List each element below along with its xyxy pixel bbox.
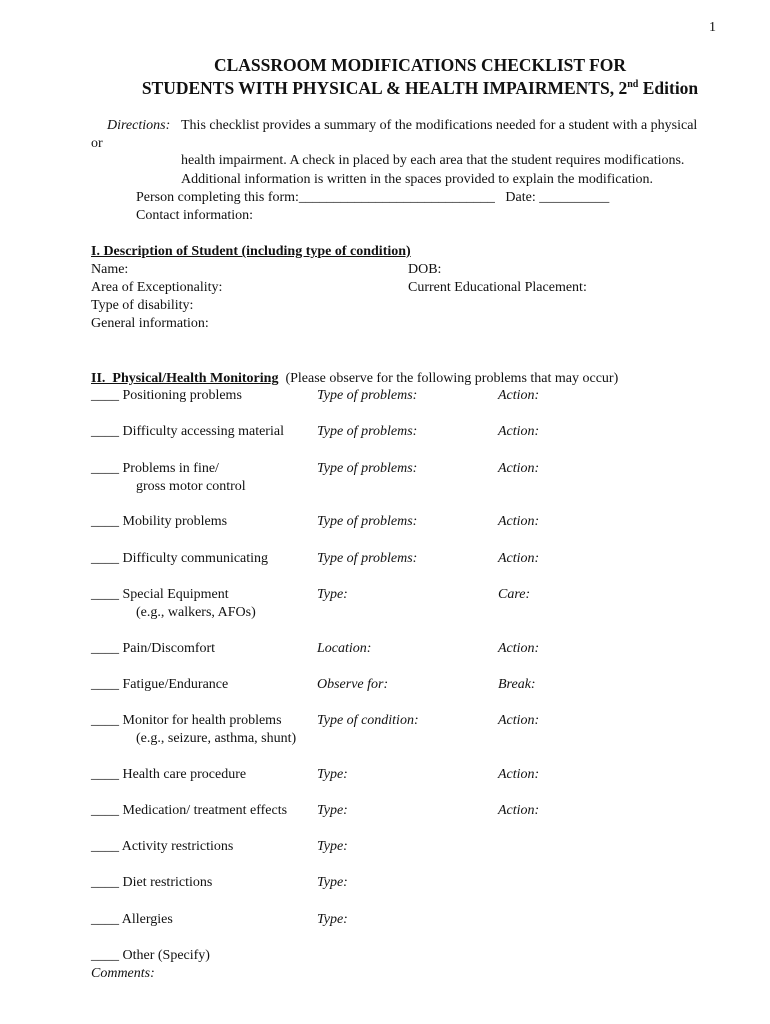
general-information-field[interactable]: General information: — [91, 316, 209, 331]
checklist-type-label: Type: — [317, 912, 348, 927]
checklist-row[interactable] — [91, 874, 751, 892]
checklist-row[interactable] — [91, 712, 751, 730]
checklist-item-label[interactable]: ____ Pain/Discomfort — [91, 641, 216, 656]
document-title-line1: CLASSROOM MODIFICATIONS CHECKLIST FOR — [213, 55, 627, 75]
checklist-row[interactable] — [91, 911, 751, 929]
checklist-item-label[interactable]: ____ Problems in fine/ — [91, 461, 219, 476]
checklist-item-sublabel: (e.g., walkers, AFOs) — [136, 605, 256, 620]
checklist-action-label: Action: — [498, 514, 540, 529]
checklist-item-label[interactable]: ____ Difficulty accessing material — [91, 424, 284, 439]
section2-heading: II. Physical/Health Monitoring — [91, 371, 279, 386]
title-superscript: nd — [627, 79, 639, 91]
area-of-exceptionality-field[interactable]: Area of Exceptionality: — [91, 280, 223, 295]
checklist-row[interactable] — [91, 387, 751, 405]
title-line2-main: STUDENTS WITH PHYSICAL & HEALTH IMPAIRMENTS, 2 — [141, 78, 628, 98]
checklist-type-label: Type of condition: — [317, 713, 419, 728]
name-field[interactable]: Name: — [91, 262, 129, 277]
section2-heading-note: (Please observe for the following problems that may occur) — [278, 371, 619, 386]
checklist-type-label: Type: — [317, 803, 348, 818]
comments-label[interactable]: Comments: — [91, 966, 155, 981]
checklist-item-label[interactable]: ____ Special Equipment — [91, 587, 229, 602]
checklist-action-label: Action: — [498, 551, 540, 566]
checklist-action-label: Action: — [498, 461, 540, 476]
checklist-action-label: Action: — [498, 713, 540, 728]
checklist-action-label: Break: — [498, 677, 536, 692]
checklist-type-label: Location: — [317, 641, 372, 656]
checklist-item-label[interactable]: ____ Allergies — [91, 912, 173, 927]
checklist-item-label[interactable]: ____ Positioning problems — [91, 388, 242, 403]
checklist-action-label: Action: — [498, 424, 540, 439]
checklist-action-label: Action: — [498, 388, 540, 403]
checklist-item-label[interactable]: ____ Activity restrictions — [91, 839, 234, 854]
checklist-row[interactable] — [91, 640, 751, 658]
directions-line3: Additional information is written in the spaces provided to explain the modification. — [181, 172, 654, 187]
checklist-type-label: Type: — [317, 839, 348, 854]
dob-field[interactable]: DOB: — [408, 262, 442, 277]
checklist-row[interactable] — [91, 423, 751, 441]
checklist-type-label: Type of problems: — [317, 461, 418, 476]
checklist-type-label: Type of problems: — [317, 551, 418, 566]
checklist-row[interactable] — [91, 676, 751, 694]
checklist-item-label[interactable]: ____ Diet restrictions — [91, 875, 213, 890]
checklist-item-label[interactable]: ____ Monitor for health problems — [91, 713, 282, 728]
directions-line1-wrap: or — [91, 136, 103, 151]
title-line2-end: Edition — [638, 78, 699, 98]
checklist-item-label[interactable]: ____ Mobility problems — [91, 514, 228, 529]
checklist-row[interactable] — [91, 460, 751, 478]
directions-line2: health impairment. A check in placed by each area that the student requires modifications. — [181, 153, 685, 168]
checklist-row[interactable] — [91, 586, 751, 604]
checklist-item-label[interactable]: ____ Health care procedure — [91, 767, 247, 782]
directions-line1: This checklist provides a summary of the modifications needed for a student with a physical — [181, 118, 698, 133]
type-of-disability-field[interactable]: Type of disability: — [91, 298, 194, 313]
checklist-type-label: Type of problems: — [317, 514, 418, 529]
checklist-row[interactable] — [91, 947, 751, 965]
checklist-type-label: Observe for: — [317, 677, 389, 692]
checklist-type-label: Type: — [317, 587, 348, 602]
checklist-action-label: Action: — [498, 641, 540, 656]
checklist-item-sublabel: (e.g., seizure, asthma, shunt) — [136, 731, 297, 746]
checklist-item-label[interactable]: ____ Fatigue/Endurance — [91, 677, 229, 692]
checklist-row[interactable] — [91, 766, 751, 784]
page-number: 1 — [709, 20, 716, 35]
checklist-item-label[interactable]: ____ Difficulty communicating — [91, 551, 269, 566]
checklist-item-sublabel: gross motor control — [136, 479, 246, 494]
checklist-row[interactable] — [91, 838, 751, 856]
directions-label: Directions: — [107, 118, 171, 133]
checklist-action-label: Action: — [498, 767, 540, 782]
document-title-line2 — [0, 77, 770, 99]
checklist-type-label: Type of problems: — [317, 388, 418, 403]
checklist-action-label: Care: — [498, 587, 531, 602]
checklist-item-label[interactable]: ____ Other (Specify) — [91, 948, 210, 963]
checklist-type-label: Type of problems: — [317, 424, 418, 439]
checklist-row[interactable] — [91, 513, 751, 531]
checklist-action-label: Action: — [498, 803, 540, 818]
checklist-type-label: Type: — [317, 767, 348, 782]
educational-placement-field[interactable]: Current Educational Placement: — [408, 280, 587, 295]
checklist-item-label[interactable]: ____ Medication/ treatment effects — [91, 803, 288, 818]
checklist-type-label: Type: — [317, 875, 348, 890]
section2-heading-line — [91, 370, 618, 388]
person-completing-field[interactable]: Person completing this form:____________________________ Date: __________ — [136, 190, 610, 205]
contact-information-field[interactable]: Contact information: — [136, 208, 254, 223]
section1-heading: I. Description of Student (including type of condition) — [91, 244, 411, 259]
checklist-row[interactable] — [91, 802, 751, 820]
checklist-row[interactable] — [91, 550, 751, 568]
